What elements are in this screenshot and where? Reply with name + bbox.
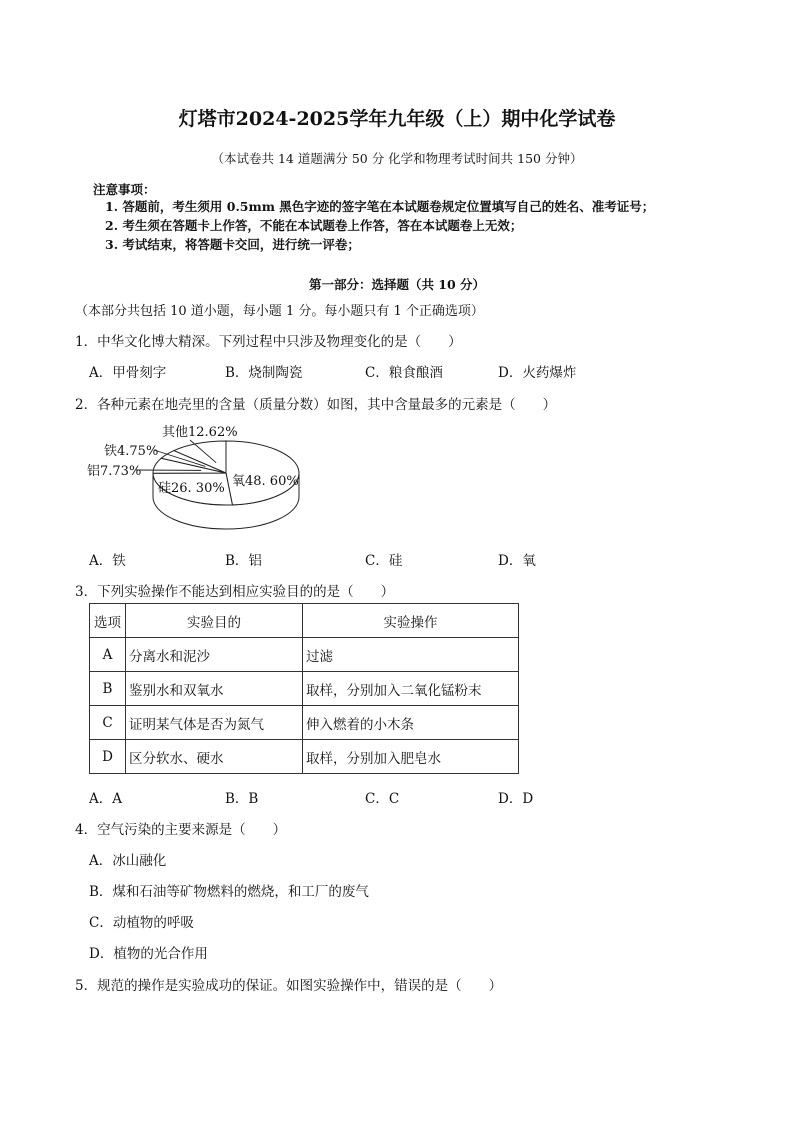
pie-label-铁: 铁4.75% — [104, 444, 159, 459]
question-3-stem: 3．下列实验操作不能达到相应实验目的的是（ ） — [75, 584, 395, 600]
section-title: 第一部分：选择题（共 10 分） — [308, 277, 486, 292]
pie-label-铝: 铝7.73% — [87, 464, 142, 479]
question-2-option-b[interactable]: B．铝 — [225, 553, 262, 569]
pie-label-其他: 其他12.62% — [162, 425, 238, 440]
table-cell: 取样，分别加入二氧化锰粉末 — [303, 672, 519, 706]
notice-item: 2. 考生须在答题卡上作答，不能在本试题卷上作答，答在本试题卷上无效； — [105, 218, 523, 233]
exam-info: （本试卷共 14 道题满分 50 分 化学和物理考试时间共 150 分钟） — [211, 151, 583, 166]
table-row — [90, 740, 519, 774]
notice-item: 3. 考试结束，将答题卡交回，进行统一评卷； — [105, 237, 360, 252]
question-2-option-d[interactable]: D．氧 — [498, 553, 536, 569]
section-note: （本部分共包括 10 道小题，每小题 1 分。每小题只有 1 个正确选项） — [75, 304, 484, 319]
pie-label-硅: 硅26. 30% — [158, 481, 225, 496]
table-header-cell: 实验操作 — [303, 604, 519, 638]
question-3-option-b[interactable]: B．B — [225, 791, 259, 807]
pie-chart — [80, 418, 320, 548]
question-1-option-d[interactable]: D．火药爆炸 — [498, 365, 577, 381]
question-4-option-a[interactable]: A．冰山融化 — [89, 853, 167, 869]
pie-label-氧: 氧48. 60% — [232, 474, 299, 489]
notice-item: 1. 答题前，考生须用 0.5mm 黑色字迹的签字笔在本试题卷规定位置填写自己的姓名、准考证号； — [105, 199, 655, 214]
table-cell: 过滤 — [303, 638, 519, 672]
table-row — [90, 638, 519, 672]
table-row — [90, 706, 519, 740]
table-header-cell: 选项 — [90, 604, 126, 638]
table-cell: D — [90, 740, 126, 774]
page-title: 灯塔市2024-2025学年九年级（上）期中化学试卷 — [178, 108, 616, 130]
table-cell: 伸入燃着的小木条 — [303, 706, 519, 740]
table-cell: 取样，分别加入肥皂水 — [303, 740, 519, 774]
table-cell: A — [90, 638, 126, 672]
table-row — [90, 672, 519, 706]
question-4-option-c[interactable]: C．动植物的呼吸 — [89, 915, 194, 931]
table-header-row — [90, 604, 519, 638]
question-3-option-d[interactable]: D．D — [498, 791, 534, 807]
experiment-table — [89, 603, 519, 774]
table-cell: 分离水和泥沙 — [126, 638, 303, 672]
question-2-stem: 2．各种元素在地壳里的含量（质量分数）如图，其中含量最多的元素是（ ） — [75, 397, 557, 413]
table-cell: B — [90, 672, 126, 706]
question-4-stem: 4．空气污染的主要来源是（ ） — [75, 822, 287, 838]
table-cell: C — [90, 706, 126, 740]
question-1-option-c[interactable]: C．粮食酿酒 — [365, 365, 443, 381]
question-5-stem: 5．规范的操作是实验成功的保证。如图实验操作中，错误的是（ ） — [75, 978, 503, 994]
table-cell: 鉴别水和双氧水 — [126, 672, 303, 706]
question-3-option-c[interactable]: C．C — [365, 791, 400, 807]
question-2-option-c[interactable]: C．硅 — [365, 553, 403, 569]
question-2-option-a[interactable]: A．铁 — [89, 553, 126, 569]
question-1-option-b[interactable]: B．烧制陶瓷 — [225, 365, 303, 381]
notice-heading: 注意事项： — [93, 182, 156, 197]
question-3-option-a[interactable]: A．A — [89, 791, 122, 807]
table-cell: 证明某气体是否为氮气 — [126, 706, 303, 740]
question-1-stem: 1．中华文化博大精深。下列过程中只涉及物理变化的是（ ） — [75, 334, 462, 350]
question-1-option-a[interactable]: A．甲骨刻字 — [89, 365, 167, 381]
question-4-option-b[interactable]: B．煤和石油等矿物燃料的燃烧，和工厂的废气 — [89, 884, 369, 900]
question-4-option-d[interactable]: D．植物的光合作用 — [89, 946, 208, 962]
table-cell: 区分软水、硬水 — [126, 740, 303, 774]
table-header-cell: 实验目的 — [126, 604, 303, 638]
